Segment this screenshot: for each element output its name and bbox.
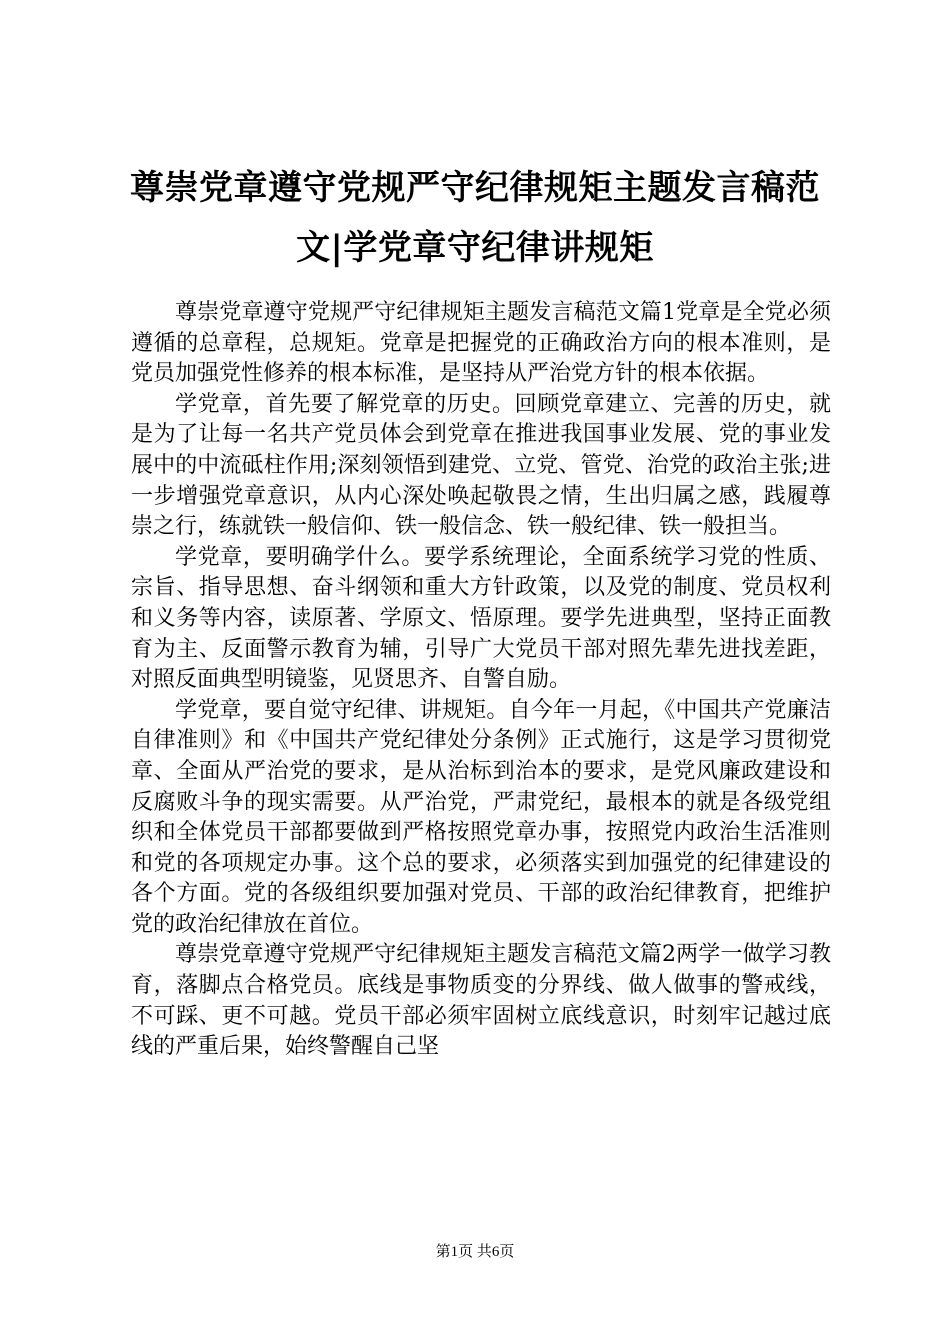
paragraph: 尊崇党章遵守党规严守纪律规矩主题发言稿范文篇2两学一做学习教育，落脚点合格党员。底线是事物质变的分界线、做人做事的警戒线，不可踩、更不可越。党员干部必须牢固树立底线意识，时刻牢记越过底线的严重后果，始终警醒自己坚	[131, 942, 831, 1060]
paragraph: 学党章，要明确学什么。要学系统理论，全面系统学习党的性质、宗旨、指导思想、奋斗纲领和重大方针政策，以及党的制度、党员权利和义务等内容，读原著、学原文、悟原理。要学先进典型，坚持正面教育为主、反面警示教育为辅，引导广大党员干部对照先辈先进找差距，对照反面典型明镜鉴，见贤思齐、自警自励。	[131, 544, 831, 693]
paragraph: 学党章，首先要了解党章的历史。回顾党章建立、完善的历史，就是为了让每一名共产党员体会到党章在推进我国事业发展、党的事业发展中的中流砥柱作用;深刻领悟到建党、立党、管党、治党的政治主张;进一步增强党章意识，从内心深处唤起敬畏之情，生出归属之感，践履尊崇之行，练就铁一般信仰、铁一般信念、铁一般纪律、铁一般担当。	[131, 391, 831, 540]
document-title: 尊崇党章遵守党规严守纪律规矩主题发言稿范文|学党章守纪律讲规矩	[130, 168, 820, 268]
document-body	[131, 298, 831, 1063]
paragraph: 尊崇党章遵守党规严守纪律规矩主题发言稿范文篇1党章是全党必须遵循的总章程，总规矩。党章是把握党的正确政治方向的根本准则，是党员加强党性修养的根本标准，是坚持从严治党方针的根本依据。	[131, 300, 831, 387]
paragraph: 学党章，要自觉守纪律、讲规矩。自今年一月起，《中国共产党廉洁自律准则》和《中国共产党纪律处分条例》正式施行，这是学习贯彻党章、全面从严治党的要求，是从治标到治本的要求，是党风廉政建设和反腐败斗争的现实需要。从严治党，严肃党纪，最根本的就是各级党组织和全体党员干部都要做到严格按照党章办事，按照党内政治生活准则和党的各项规定办事。这个总的要求，必须落实到加强党的纪律建设的各个方面。党的各级组织要加强对党员、干部的政治纪律教育，把维护党的政治纪律放在首位。	[131, 697, 831, 937]
page-footer: 第1页 共6页	[435, 1244, 515, 1260]
